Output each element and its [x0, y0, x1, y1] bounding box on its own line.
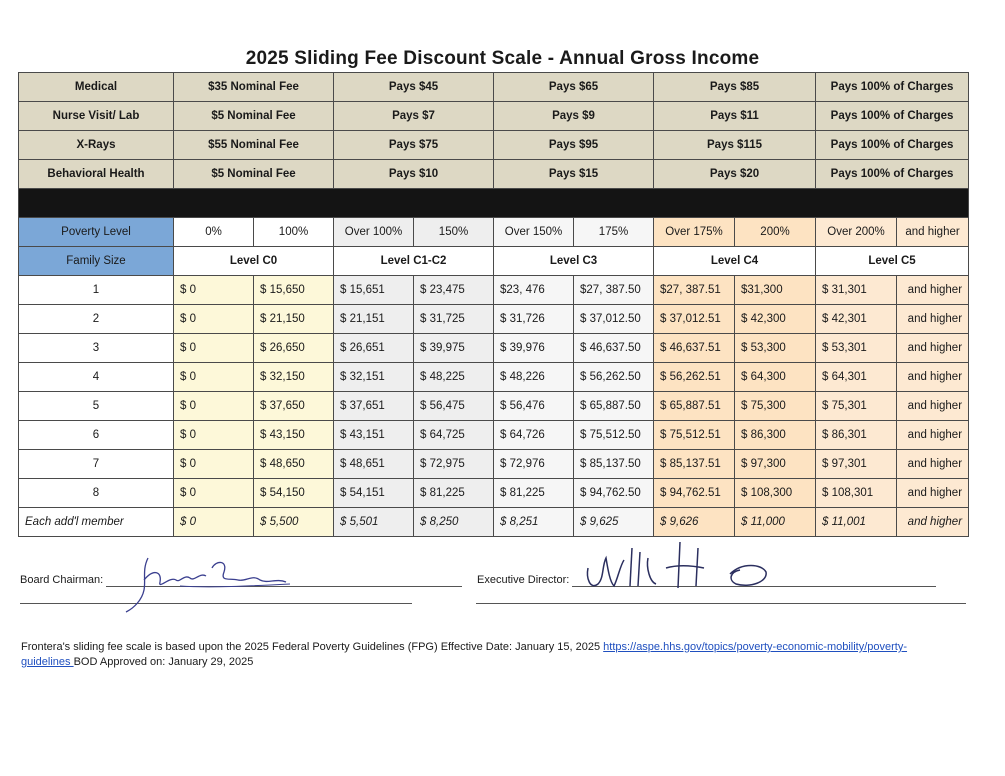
service-fee-c5: Pays 100% of Charges	[816, 131, 969, 160]
family-size-value: Each add'l member	[19, 508, 174, 537]
family-size-value: 6	[19, 421, 174, 450]
income-cell: $ 48,651	[334, 450, 414, 479]
service-fee-c3: Pays $15	[494, 160, 654, 189]
income-cell: $ 31,725	[414, 305, 494, 334]
income-cell: $ 86,300	[735, 421, 816, 450]
executive-director-label: Executive Director:	[477, 574, 570, 586]
income-cell: $ 0	[174, 421, 254, 450]
income-cell: $ 0	[174, 392, 254, 421]
income-cell: $ 37,650	[254, 392, 334, 421]
poverty-value: Over 100%	[334, 218, 414, 247]
income-cell: $ 32,151	[334, 363, 414, 392]
poverty-value: 200%	[735, 218, 816, 247]
level-header-c5: Level C5	[816, 247, 969, 276]
service-name: X-Rays	[19, 131, 174, 160]
income-cell: $ 37,012.50	[574, 305, 654, 334]
separator-bar	[19, 189, 969, 218]
income-cell: $ 64,300	[735, 363, 816, 392]
income-cell: $ 75,300	[735, 392, 816, 421]
income-cell: $ 43,151	[334, 421, 414, 450]
level-header-c3: Level C3	[494, 247, 654, 276]
income-cell: $ 81,225	[414, 479, 494, 508]
income-cell: $ 75,512.50	[574, 421, 654, 450]
income-cell: $27, 387.50	[574, 276, 654, 305]
board-chairman-signature	[120, 550, 300, 616]
income-cell: $ 53,301	[816, 334, 897, 363]
family-size-value: 3	[19, 334, 174, 363]
income-cell: $ 9,625	[574, 508, 654, 537]
income-row	[19, 450, 969, 479]
income-cell: $ 56,476	[494, 392, 574, 421]
income-cell: $ 11,001	[816, 508, 897, 537]
income-cell: $ 46,637.50	[574, 334, 654, 363]
income-cell: $ 46,637.51	[654, 334, 735, 363]
income-cell: $ 53,300	[735, 334, 816, 363]
income-cell: and higher	[897, 305, 969, 334]
income-cell: $ 81,225	[494, 479, 574, 508]
income-cell: $ 42,300	[735, 305, 816, 334]
service-row	[19, 160, 969, 189]
income-cell: $ 97,300	[735, 450, 816, 479]
family-size-row	[19, 247, 969, 276]
income-cell: $ 8,250	[414, 508, 494, 537]
service-name: Medical	[19, 73, 174, 102]
income-cell: $ 9,626	[654, 508, 735, 537]
service-fee-c12: Pays $7	[334, 102, 494, 131]
income-cell: $27, 387.51	[654, 276, 735, 305]
income-cell: and higher	[897, 450, 969, 479]
income-cell: and higher	[897, 276, 969, 305]
board-chairman-label: Board Chairman:	[20, 574, 104, 586]
service-row	[19, 73, 969, 102]
income-cell: $ 31,726	[494, 305, 574, 334]
income-cell: $ 56,262.50	[574, 363, 654, 392]
exec-underline	[476, 603, 966, 604]
income-cell: $ 97,301	[816, 450, 897, 479]
service-fee-c4: Pays $85	[654, 73, 816, 102]
service-fee-c4: Pays $20	[654, 160, 816, 189]
page-title: 2025 Sliding Fee Discount Scale - Annual Gross Income	[245, 48, 760, 69]
service-fee-c0: $5 Nominal Fee	[174, 160, 334, 189]
income-cell: $ 65,887.50	[574, 392, 654, 421]
family-size-value: 2	[19, 305, 174, 334]
income-cell: $ 31,301	[816, 276, 897, 305]
footer-text: Frontera's sliding fee scale is based upon the 2025 Federal Poverty Guidelines (FPG) Effective Date: January 15, 2025	[21, 641, 604, 653]
service-fee-c12: Pays $75	[334, 131, 494, 160]
poverty-value: Over 175%	[654, 218, 735, 247]
income-cell: $ 94,762.51	[654, 479, 735, 508]
service-fee-c0: $55 Nominal Fee	[174, 131, 334, 160]
income-cell: $ 5,501	[334, 508, 414, 537]
income-cell: $ 0	[174, 363, 254, 392]
service-fee-c5: Pays 100% of Charges	[816, 102, 969, 131]
family-size-value: 8	[19, 479, 174, 508]
income-cell: $ 54,151	[334, 479, 414, 508]
income-cell: $ 43,150	[254, 421, 334, 450]
income-cell: $ 0	[174, 479, 254, 508]
income-cell: and higher	[897, 421, 969, 450]
income-cell: $ 21,150	[254, 305, 334, 334]
income-cell: $ 37,651	[334, 392, 414, 421]
income-row	[19, 479, 969, 508]
income-cell: $ 0	[174, 334, 254, 363]
income-cell: $ 75,301	[816, 392, 897, 421]
sliding-fee-table	[18, 72, 969, 537]
income-cell: $ 0	[174, 305, 254, 334]
income-cell: $ 11,000	[735, 508, 816, 537]
income-row	[19, 363, 969, 392]
family-size-value: 7	[19, 450, 174, 479]
income-cell: $ 42,301	[816, 305, 897, 334]
service-fee-c5: Pays 100% of Charges	[816, 160, 969, 189]
income-cell: $ 15,651	[334, 276, 414, 305]
income-cell: $ 54,150	[254, 479, 334, 508]
income-row	[19, 334, 969, 363]
income-row	[19, 421, 969, 450]
service-fee-c0: $5 Nominal Fee	[174, 102, 334, 131]
income-cell: $ 23,475	[414, 276, 494, 305]
poverty-value: 150%	[414, 218, 494, 247]
income-cell: $ 8,251	[494, 508, 574, 537]
service-row	[19, 131, 969, 160]
income-cell: $23, 476	[494, 276, 574, 305]
income-cell: $ 86,301	[816, 421, 897, 450]
poverty-value: 0%	[174, 218, 254, 247]
income-cell: $ 0	[174, 450, 254, 479]
black-divider	[19, 189, 969, 218]
service-name: Behavioral Health	[19, 160, 174, 189]
income-cell: $ 75,512.51	[654, 421, 735, 450]
service-fee-c5: Pays 100% of Charges	[816, 73, 969, 102]
income-cell: $ 21,151	[334, 305, 414, 334]
income-cell: $ 26,650	[254, 334, 334, 363]
poverty-value: and higher	[897, 218, 969, 247]
income-cell: $ 64,726	[494, 421, 574, 450]
income-cell: $ 64,301	[816, 363, 897, 392]
family-size-value: 5	[19, 392, 174, 421]
income-cell: $ 108,300	[735, 479, 816, 508]
income-cell: $ 48,650	[254, 450, 334, 479]
income-cell: $ 85,137.51	[654, 450, 735, 479]
income-cell: $ 56,262.51	[654, 363, 735, 392]
poverty-value: 175%	[574, 218, 654, 247]
income-cell: and higher	[897, 334, 969, 363]
poverty-level-label: Poverty Level	[19, 218, 174, 247]
service-row	[19, 102, 969, 131]
income-cell: and higher	[897, 363, 969, 392]
income-cell: $ 26,651	[334, 334, 414, 363]
income-row	[19, 305, 969, 334]
service-fee-c0: $35 Nominal Fee	[174, 73, 334, 102]
service-fee-c12: Pays $10	[334, 160, 494, 189]
family-size-value: 1	[19, 276, 174, 305]
service-fee-c4: Pays $115	[654, 131, 816, 160]
level-header-c1-c2: Level C1-C2	[334, 247, 494, 276]
income-row	[19, 508, 969, 537]
footer-note	[21, 640, 951, 670]
service-name: Nurse Visit/ Lab	[19, 102, 174, 131]
service-fee-c12: Pays $45	[334, 73, 494, 102]
income-cell: $ 0	[174, 276, 254, 305]
income-cell: $ 32,150	[254, 363, 334, 392]
poverty-guidelines-link[interactable]: https://aspe.hhs.gov/topics/poverty-economic-mobility/poverty-guidelines	[21, 641, 908, 668]
family-size-value: 4	[19, 363, 174, 392]
income-cell: $ 48,225	[414, 363, 494, 392]
executive-director-signature	[580, 538, 780, 598]
service-fee-c4: Pays $11	[654, 102, 816, 131]
income-cell: $ 65,887.51	[654, 392, 735, 421]
income-cell: $ 39,975	[414, 334, 494, 363]
income-row	[19, 276, 969, 305]
income-cell: $ 108,301	[816, 479, 897, 508]
bod-approved: BOD Approved on: January 29, 2025	[73, 656, 254, 668]
income-cell: $ 37,012.51	[654, 305, 735, 334]
income-cell: $ 94,762.50	[574, 479, 654, 508]
income-cell: $ 72,975	[414, 450, 494, 479]
level-header-c0: Level C0	[174, 247, 334, 276]
income-cell: $ 85,137.50	[574, 450, 654, 479]
income-cell: $ 39,976	[494, 334, 574, 363]
income-cell: $ 56,475	[414, 392, 494, 421]
poverty-value: 100%	[254, 218, 334, 247]
income-cell: $ 0	[174, 508, 254, 537]
income-cell: and higher	[897, 479, 969, 508]
poverty-level-row	[19, 218, 969, 247]
income-cell: $ 5,500	[254, 508, 334, 537]
service-fee-c3: Pays $65	[494, 73, 654, 102]
income-cell: $ 48,226	[494, 363, 574, 392]
income-cell: and higher	[897, 508, 969, 537]
poverty-value: Over 200%	[816, 218, 897, 247]
level-header-c4: Level C4	[654, 247, 816, 276]
income-cell: and higher	[897, 392, 969, 421]
income-cell: $ 72,976	[494, 450, 574, 479]
service-fee-c3: Pays $95	[494, 131, 654, 160]
income-row	[19, 392, 969, 421]
income-cell: $ 15,650	[254, 276, 334, 305]
poverty-value: Over 150%	[494, 218, 574, 247]
income-cell: $31,300	[735, 276, 816, 305]
family-size-label: Family Size	[19, 247, 174, 276]
service-fee-c3: Pays $9	[494, 102, 654, 131]
income-cell: $ 64,725	[414, 421, 494, 450]
